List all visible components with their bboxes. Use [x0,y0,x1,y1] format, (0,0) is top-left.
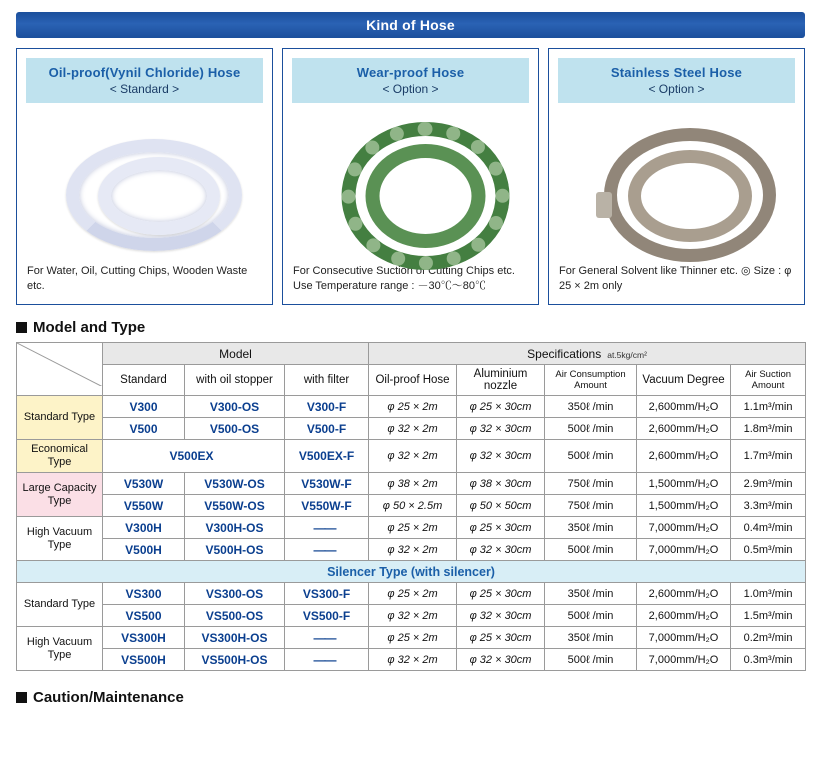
row-group-label-silencer-high-vacuum-type: High Vacuum Type [17,627,103,671]
cell-hose: φ 32 × 2m [369,539,457,561]
cell-suction: 2.9m³/min [731,473,806,495]
cell-nozzle: φ 25 × 30cm [457,627,545,649]
square-bullet-icon [16,322,27,333]
cell-filter: V550W-F [285,495,369,517]
table-row [17,418,806,440]
cell-filter: V500EX-F [285,440,369,473]
cell-nozzle: φ 32 × 30cm [457,539,545,561]
cell-air-consumption: 500ℓ /min [545,440,637,473]
table-band-row [17,561,806,583]
table-row [17,539,806,561]
cell-nozzle: φ 32 × 30cm [457,605,545,627]
column-header-hose: Oil-proof Hose [369,365,457,396]
cell-filter: V530W-F [285,473,369,495]
cell-vacuum: 1,500mm/H₂O [637,473,731,495]
cell-vacuum: 7,000mm/H₂O [637,539,731,561]
table-row [17,495,806,517]
cell-vacuum: 7,000mm/H₂O [637,649,731,671]
hose-card-wear-proof [282,48,539,305]
cell-suction: 1.7m³/min [731,440,806,473]
cell-suction: 0.2m³/min [731,627,806,649]
row-group-label-large-capacity-type: Large Capacity Type [17,473,103,517]
cell-oil-stopper: VS300-OS [185,583,285,605]
cell-oil-stopper: VS500-OS [185,605,285,627]
section-heading-caution [16,689,821,706]
hose-card-note: For General Solvent like Thinner etc. ◎ Size : φ 25 × 2m only [559,265,792,293]
table-corner-cell [17,343,103,396]
cell-nozzle: φ 32 × 30cm [457,418,545,440]
table-row [17,440,806,473]
specifications-note: at.5kg/cm² [607,349,647,360]
cell-nozzle: φ 25 × 30cm [457,396,545,418]
cell-vacuum: 2,600mm/H₂O [637,583,731,605]
cell-suction: 1.0m³/min [731,583,806,605]
cell-standard: VS300H [103,627,185,649]
row-group-label-silencer-standard-type: Standard Type [17,583,103,627]
cell-oil-stopper: V500-OS [185,418,285,440]
table-group-header-specifications [369,343,806,365]
cell-oil-stopper: V300H-OS [185,517,285,539]
table-row [17,605,806,627]
hose-card-oil-proof [16,48,273,305]
cell-standard: VS300 [103,583,185,605]
row-group-label-economical-type: Economical Type [17,440,103,473]
cell-oil-stopper: V500H-OS [185,539,285,561]
cell-vacuum: 7,000mm/H₂O [637,517,731,539]
hose-card-stainless [548,48,805,305]
column-header-air-consumption: Air Consumption Amount [545,365,637,396]
hose-card-header [558,58,795,103]
cell-air-consumption: 350ℓ /min [545,627,637,649]
green-wear-proof-hose-coil-icon [283,103,538,264]
hose-card-title: Oil-proof(Vynil Chloride) Hose [48,65,241,80]
cell-suction: 1.1m³/min [731,396,806,418]
cell-air-consumption: 750ℓ /min [545,495,637,517]
cell-nozzle: φ 32 × 30cm [457,649,545,671]
cell-standard: V530W [103,473,185,495]
cell-hose: φ 50 × 2.5m [369,495,457,517]
cell-nozzle: φ 50 × 50cm [457,495,545,517]
table-row [17,627,806,649]
cell-hose: φ 32 × 2m [369,649,457,671]
hose-card-title: Stainless Steel Hose [610,65,743,80]
hose-card-note: For Consecutive Suction of Cutting Chips etc. Use Temperature range : －30℃～80℃ [293,265,515,293]
cell-standard: VS500H [103,649,185,671]
cell-standard: V550W [103,495,185,517]
cell-oil-stopper: V550W-OS [185,495,285,517]
cell-hose: φ 32 × 2m [369,605,457,627]
table-row [17,473,806,495]
cell-standard: V500EX [103,440,285,473]
cell-suction: 0.5m³/min [731,539,806,561]
column-header-air-suction: Air Suction Amount [731,365,806,396]
cell-filter: VS500-F [285,605,369,627]
cell-standard: V500 [103,418,185,440]
cell-standard: V300H [103,517,185,539]
cell-air-consumption: 500ℓ /min [545,539,637,561]
cell-suction: 3.3m³/min [731,495,806,517]
square-bullet-icon [16,692,27,703]
diagonal-line-icon [17,343,102,386]
cell-nozzle: φ 38 × 30cm [457,473,545,495]
cell-vacuum: 2,600mm/H₂O [637,440,731,473]
kind-of-hose-banner [16,12,805,38]
cell-nozzle: φ 25 × 30cm [457,583,545,605]
cell-nozzle: φ 25 × 30cm [457,517,545,539]
hose-card-header [26,58,263,103]
cell-filter: —— [285,649,369,671]
cell-hose: φ 32 × 2m [369,440,457,473]
cell-oil-stopper: VS500H-OS [185,649,285,671]
cell-nozzle: φ 32 × 30cm [457,440,545,473]
row-group-label-standard-type: Standard Type [17,396,103,440]
cell-oil-stopper: VS300H-OS [185,627,285,649]
table-row [17,396,806,418]
hose-card-title: Wear-proof Hose [356,65,465,80]
cell-vacuum: 2,600mm/H₂O [637,396,731,418]
column-header-nozzle: Aluminium nozzle [457,365,545,396]
cell-suction: 0.4m³/min [731,517,806,539]
cell-filter: V300-F [285,396,369,418]
cell-air-consumption: 350ℓ /min [545,583,637,605]
table-group-header-model: Model [103,343,369,365]
column-header-standard: Standard [103,365,185,396]
table-row [17,583,806,605]
cell-standard: V300 [103,396,185,418]
section-title: Model and Type [33,319,146,336]
cell-vacuum: 7,000mm/H₂O [637,627,731,649]
cell-suction: 1.5m³/min [731,605,806,627]
column-header-oil-stopper: with oil stopper [185,365,285,396]
cell-filter: —— [285,539,369,561]
cell-filter: VS300-F [285,583,369,605]
cell-oil-stopper: V530W-OS [185,473,285,495]
cell-oil-stopper: V300-OS [185,396,285,418]
cell-air-consumption: 350ℓ /min [545,396,637,418]
cell-air-consumption: 500ℓ /min [545,418,637,440]
cell-filter: V500-F [285,418,369,440]
cell-vacuum: 2,600mm/H₂O [637,605,731,627]
hose-card-note: For Water, Oil, Cutting Chips, Wooden Waste etc. [27,265,248,293]
clear-vinyl-hose-coil-icon [17,103,272,264]
cell-filter: —— [285,627,369,649]
cell-vacuum: 1,500mm/H₂O [637,495,731,517]
hose-card-row [16,48,805,305]
cell-vacuum: 2,600mm/H₂O [637,418,731,440]
silencer-type-band: Silencer Type (with silencer) [17,561,806,583]
cell-air-consumption: 500ℓ /min [545,605,637,627]
cell-air-consumption: 350ℓ /min [545,517,637,539]
hose-card-subtitle: < Option > [648,82,705,96]
cell-filter: —— [285,517,369,539]
model-and-type-table [16,342,806,671]
cell-hose: φ 25 × 2m [369,583,457,605]
table-row [17,517,806,539]
cell-standard: VS500 [103,605,185,627]
section-heading-model-and-type [16,319,821,336]
table-row [17,649,806,671]
cell-hose: φ 25 × 2m [369,396,457,418]
section-title: Caution/Maintenance [33,689,184,707]
hose-card-subtitle: < Option > [382,82,439,96]
stainless-steel-hose-coil-icon [549,103,804,264]
hose-card-subtitle: < Standard > [109,82,180,96]
cell-hose: φ 25 × 2m [369,517,457,539]
column-header-filter: with filter [285,365,369,396]
cell-air-consumption: 750ℓ /min [545,473,637,495]
column-header-vacuum-degree: Vacuum Degree [637,365,731,396]
specifications-label: Specifications [527,346,602,361]
cell-suction: 0.3m³/min [731,649,806,671]
catalog-page [0,12,821,757]
cell-air-consumption: 500ℓ /min [545,649,637,671]
hose-card-header [292,58,529,103]
cell-hose: φ 38 × 2m [369,473,457,495]
cell-suction: 1.8m³/min [731,418,806,440]
cell-standard: V500H [103,539,185,561]
row-group-label-high-vacuum-type: High Vacuum Type [17,517,103,561]
cell-hose: φ 32 × 2m [369,418,457,440]
cell-hose: φ 25 × 2m [369,627,457,649]
kind-of-hose-title: Kind of Hose [366,17,455,33]
